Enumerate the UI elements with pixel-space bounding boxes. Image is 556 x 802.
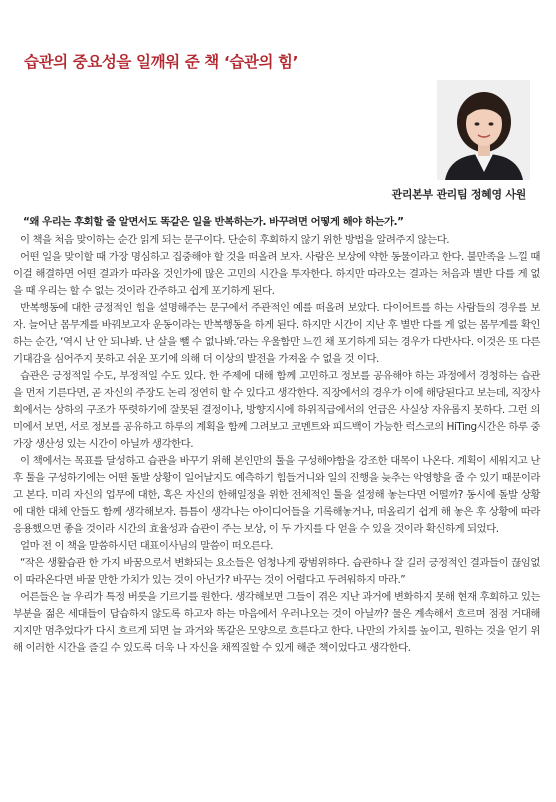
body-paragraph: 습관은 긍정적일 수도, 부정적일 수도 있다. 한 주제에 대해 함께 고민하고 정보를 공유해야 하는 과정에서 경청하는 습관을 먼저 기른다면, 곧 자신의 주장도 논리 정연히 할 수 있다고 생각한다. 직장에서의 경우가 이에 해당된다고 보는데, 직장사회에서는 상하의 구조가 뚜렷하기에 잘못된 결정이나, 방향지시에 하위직급에서의 언급은 사실상 자유롭지 못하다. 그런 의미에서 보면, 서로 정보를 공유하고 하루의 계획을 함께 그려보고 코멘트와 피드백이 가능한 럭스코의 HiTing시간은 하루 중 가장 생산성 있는 시간이 아닐까 생각한다. [13, 370, 540, 450]
body-paragraph: 이 책을 처음 맞이하는 순간 읽게 되는 문구이다. 단순히 후회하지 않기 위한 방법을 알려주지 않는다. [20, 234, 450, 246]
body-paragraph: 이 책에서는 목표를 달성하고 습관을 바꾸기 위해 본인만의 툴을 구성해야함을 강조한 대목이 나온다. 계획이 세워지고 난 후 툴을 구성하기에는 어떤 돌발 상황이 일어날지도 예측하기 힘들거니와 일의 진행을 늦추는 악영향을 줄 수 있기 때문이라고 본다. 미리 자신의 업무에 대한, 혹은 자신의 한해일정을 위한 전체적인 툴을 설정해 놓는다면 어떨까? 동시에 돌발 상황에 대한 대체 안들도 함께 생각해보자. 틈틈이 생각나는 아이디어들을 기록해놓거나, 떠올리기 쉽게 해 놓은 후 상황에 따라 응용했으면 좋을 것이라 시간의 효율성과 습관이 주는 보상, 이 두 가지를 다 얻을 수 있을 것이라 확신하게 되었다. [13, 455, 540, 535]
body-paragraph: 반복행동에 대한 긍정적인 힘을 설명해주는 문구에서 주관적인 예를 떠올려 보았다. 다이어트를 하는 사람들의 경우를 보자. 늘어난 몸무게를 바꿔보고자 운동이라는 반복행동을 하게 된다. 하지만 시간이 지난 후 별반 다를 게 없는 몸무게를 확인하는 순간, ‘역시 난 안 되나봐. 난 살을 뺄 수 없나봐.’라는 우울함만 느낀 채 포기하게 되는 경우가 다반사다. 이것은 또 다른 기대감을 심어주지 못하고 쉬운 포기에 의해 더 이상의 발전을 가져올 수 없을 것 이다. [13, 302, 540, 365]
lead-quote: “왜 우리는 후회할 줄 알면서도 똑같은 일을 반복하는가. 바꾸려면 어떻게 해야 하는가.” [23, 216, 404, 228]
article-title: 습관의 중요성을 일깨워 준 책 ‘습관의 힘’ [24, 53, 299, 71]
body-paragraph: “작은 생활습관 한 가지 바꿈으로서 변화되는 요소들은 엄청나게 광범위하다. 습관하나 잘 길러 긍정적인 결과들이 끊임없이 따라온다면 바꿀 만한 가치가 있는 것이 아닌가? 바꾸는 것이 어렵다고 두려워하지 마라.” [13, 557, 540, 586]
author-byline: 관리본부 관리팀 정혜영 사원 [391, 188, 526, 201]
body-paragraph: 어떤 일을 맞이할 때 가장 명심하고 집중해야 할 것을 떠올려 보자. 사람은 보상에 약한 동물이라고 한다. 불만족을 느낄 때 이걸 해결하면 어떤 결과가 따라올 것인가에 많은 고민의 시간을 투자한다. 하지만 따라오는 결과는 처음과 별반 다를 게 없을 때 우리는 할 수 없는 것이라 간주하고 쉽게 포기하게 된다. [13, 251, 540, 297]
body-paragraph: 얼마 전 이 책을 말씀하시던 대표이사님의 말씀이 떠오른다. [20, 540, 273, 552]
article-body [13, 214, 540, 657]
body-paragraph: 어른들은 늘 우리가 특정 버릇을 기르기를 원한다. 생각해보면 그들이 겪은 지난 과거에 변화하지 못해 현재 후회하고 있는 부분을 젊은 세대들이 답습하지 않도록 하고자 하는 마음에서 우러나오는 것이 아닐까? 물은 계속해서 흐르며 점점 거대해 지지만 멈추었다가 다시 흐르게 되면 늘 과거와 똑같은 모양으로 흐른다고 한다. 나만의 가치를 높이고, 원하는 것을 얻기 위해 이러한 시간을 즐길 수 있도록 더욱 나 자신을 채찍질할 수 있게 해준 책이었다고 생각한다. [13, 591, 540, 654]
author-photo [437, 80, 530, 180]
